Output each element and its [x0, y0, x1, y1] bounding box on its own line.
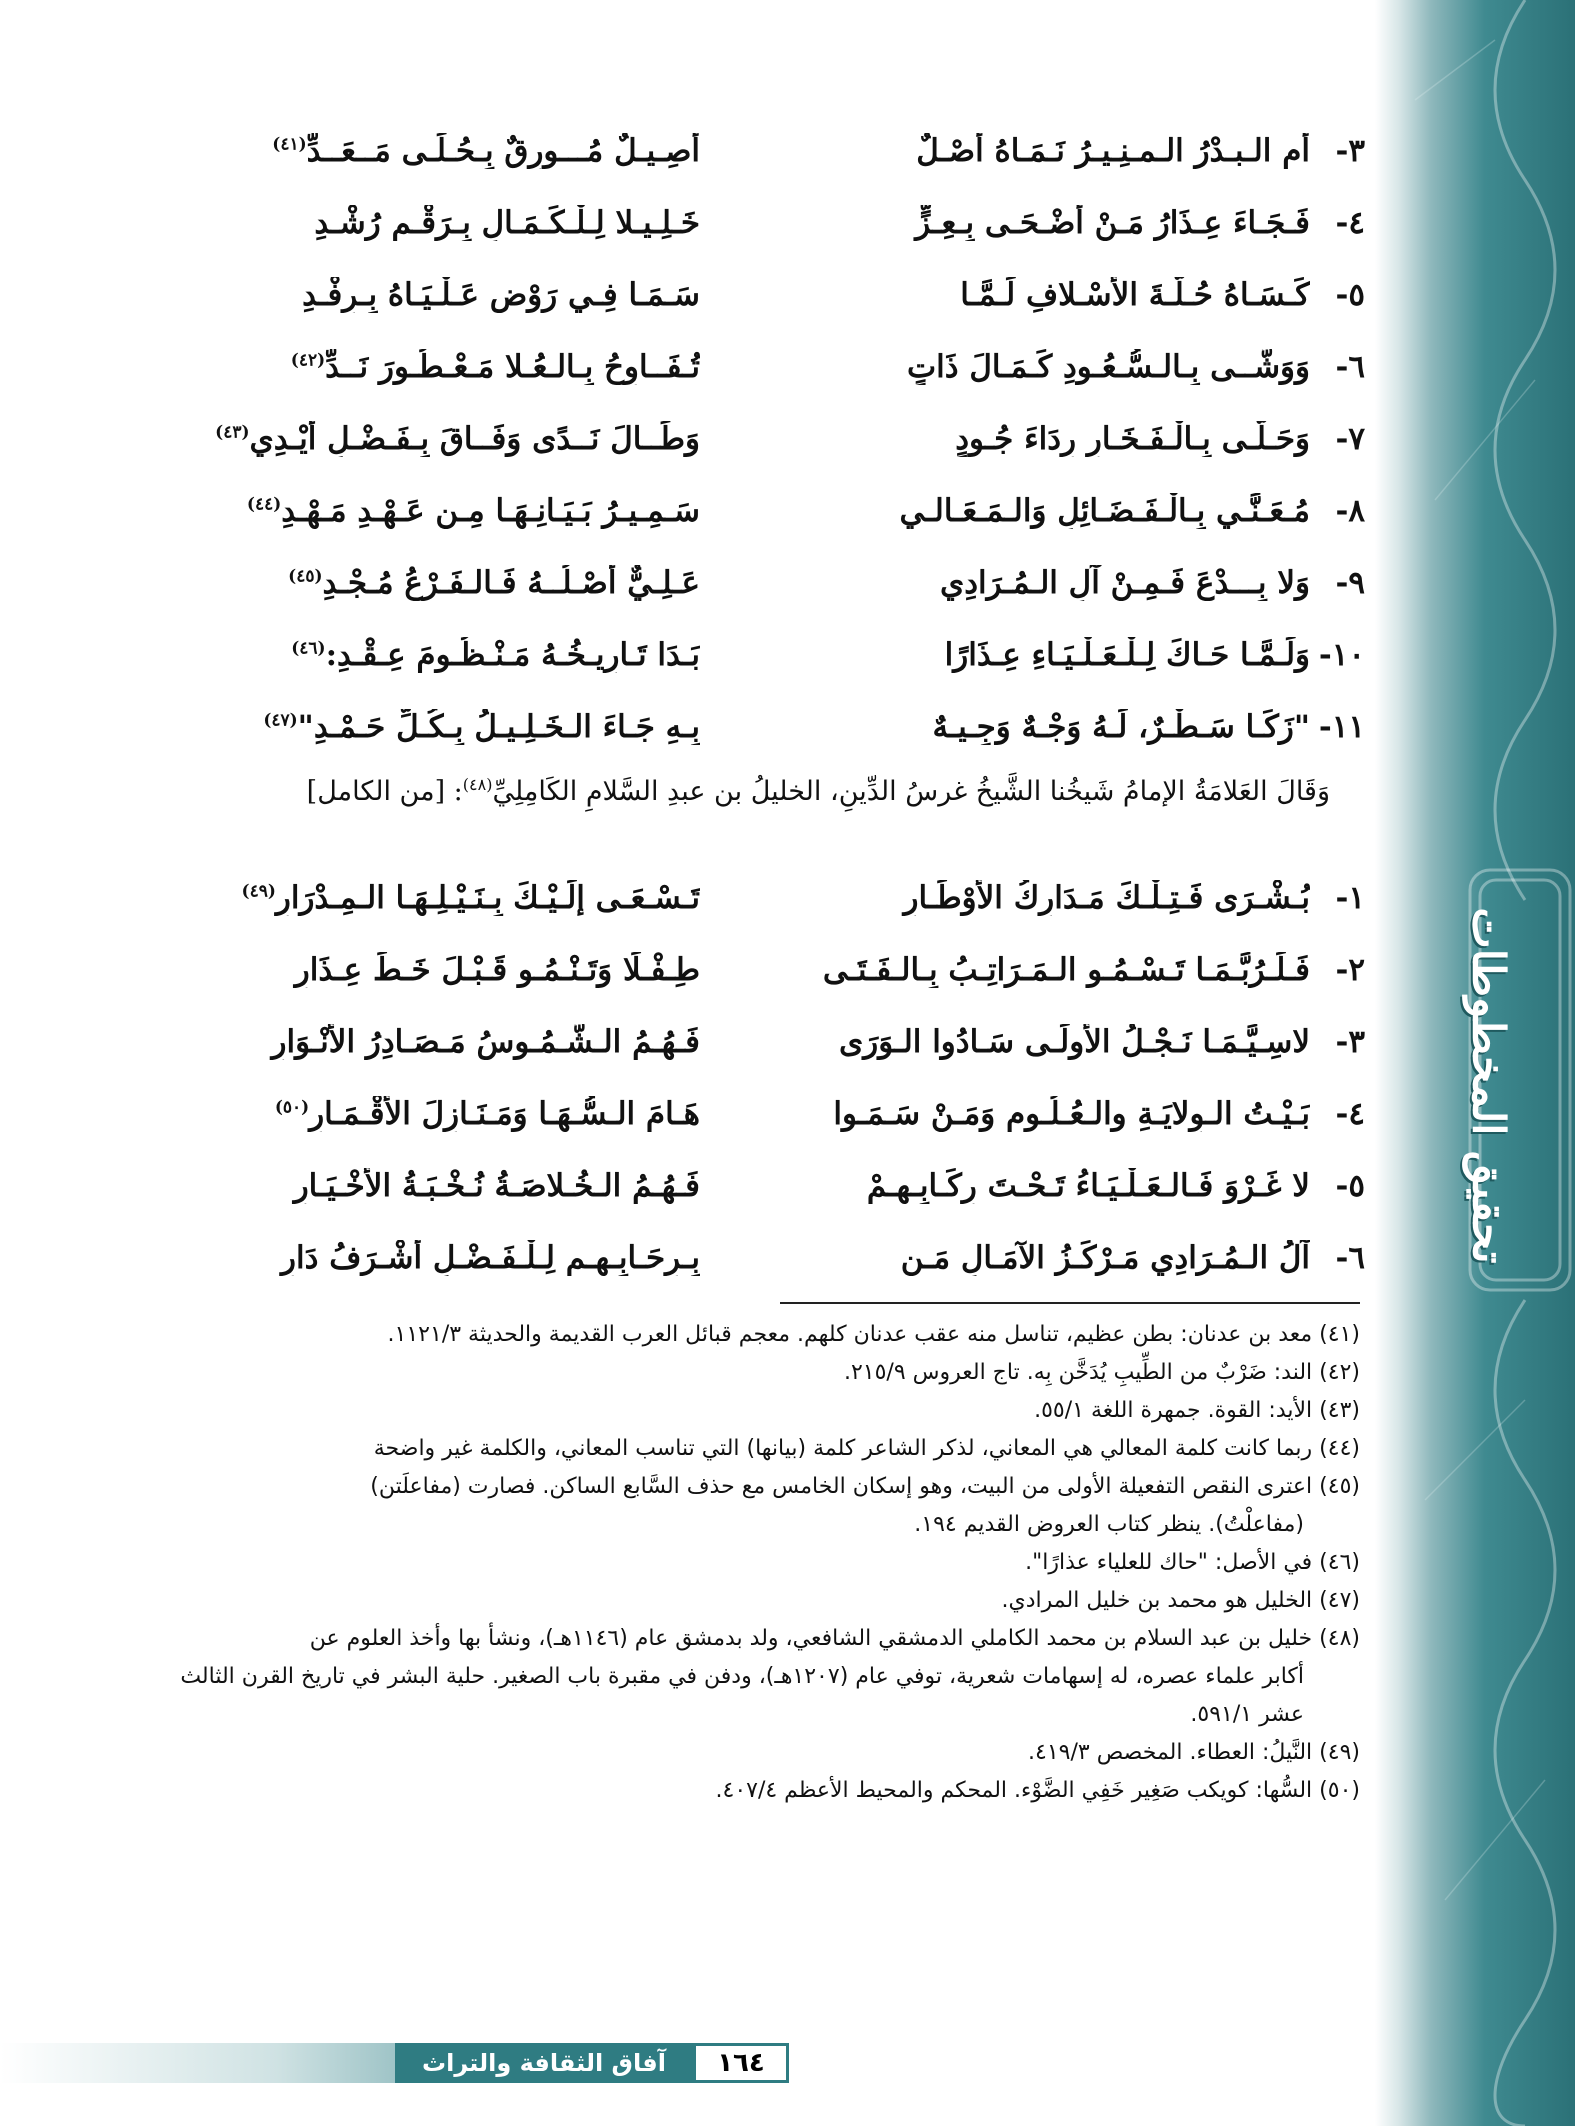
verse-second-hemistich: [150, 1168, 700, 1204]
verse-second-hemistich: [150, 565, 700, 601]
verse-number: ٦-: [1335, 349, 1365, 385]
verse-number: ٣-: [1335, 1024, 1365, 1060]
footnote-ref[interactable]: (٤٧): [263, 710, 298, 731]
verse-second-hemistich: [150, 421, 700, 457]
magazine-title: آفاق الثقافة والتراث: [395, 2043, 693, 2083]
footnote-text: الند: ضَرْبٌ من الطِّيبِ يُدَخَّن بِه. تاج العروس ٢١٥/٩.: [843, 1360, 1313, 1385]
verse-first-hemistich: مُـعَـنَّـي بِـالْـفَـضَـائِلِ وَالـمَـعَـالـي: [899, 493, 1310, 529]
footnote-continuation: أكابر علماء عصره، له إسهامات شعرية، توفي عام (١٢٠٧هـ)، ودفن في مقبرة باب الصغير. حلية البشر في تاريخ القرن الثالث عشر ٥٩١/١.: [180, 1664, 1304, 1727]
footnote-ref[interactable]: (٤٥): [288, 566, 323, 587]
verse-second-hemistich: [150, 205, 700, 241]
footnote-number: (٤١): [1319, 1322, 1360, 1347]
hemistich-text: بِـهِ جَـاءَ الـخَـلِـيـلُ بِـكُـلِّ حَـمْـدِ": [297, 709, 700, 745]
verse-second-hemistich: [150, 277, 700, 313]
footnote-number: (٤٦): [1319, 1550, 1360, 1575]
verse-number: ٢-: [1335, 952, 1365, 988]
footnote-number: (٤٢): [1319, 1360, 1360, 1385]
footnote-ref[interactable]: (٤٢): [290, 350, 326, 371]
hemistich-text: أَصِـيـلٌ مُـــورِقٌ بِـحُـلَـى مَــعَــدِّ: [306, 133, 700, 169]
footnotes: [180, 1316, 1360, 1810]
hemistich-text: بَـدَا تَـارِيـخُـهُ مَـنْـظُـومَ عِـقْـدِ:: [325, 637, 700, 673]
footnote-number: (٤٥): [1319, 1474, 1360, 1499]
verse-number: ٦-: [1335, 1240, 1365, 1276]
footnote-number: (٤٩): [1319, 1740, 1360, 1765]
verse-first-hemistich: فَـجَـاءَ عِـذَارُ مَـنْ أَضْـحَـى بِـعِـزٍّ: [915, 205, 1310, 241]
footnote-text: خليل بن عبد السلام بن محمد الكاملي الدمشقي الشافعي، ولد بدمشق عام (١١٤٦هـ)، ونشأ بها وأخذ العلوم عن: [309, 1626, 1313, 1651]
hemistich-text: فَـهُـمُ الـخُـلاصَـةُ نُـخْـبَـةُ الأَخْـيَـارِ: [293, 1168, 700, 1204]
hemistich-text: عَـلِـيٌّ أَصْـلُــهُ فَـالـفَـرْعُ مُـجْـدِ: [322, 565, 700, 601]
verse-first-hemistich: وَحَـلَّـى بِـالْـفَـخَـارِ رِدَاءَ جُـودٍ: [955, 421, 1310, 457]
verse-first-hemistich: آلُ الـمُـرَادِي مَـرْكَـزُ الآمَـالِ مَـن: [900, 1240, 1310, 1276]
verse-line: [150, 1150, 1365, 1222]
verse-line: [150, 1222, 1365, 1294]
verse-second-hemistich: [150, 1024, 700, 1060]
footnote-text: اعترى النقص التفعيلة الأولى من البيت، وهو إسكان الخامس مع حذف السَّابع الساكن. فصارت (مفاعلَتن): [370, 1474, 1313, 1499]
verse-number: ٩-: [1335, 565, 1365, 601]
verse-second-hemistich: [150, 349, 700, 385]
verse-second-hemistich: [150, 637, 700, 673]
footnote-ref[interactable]: (٤٩): [241, 881, 276, 902]
verse-line: [150, 331, 1365, 403]
footnote-item: [180, 1354, 1360, 1392]
verse-first-hemistich: فَـلَـرُبَّـمَـا تَـسْـمُـو الـمَـرَاتِـبُ بِـالـفَـتَـى: [822, 952, 1310, 988]
verse-number: ٣-: [1335, 133, 1365, 169]
verse-first-hemistich: "زَكَـا سَـطْـرٌ، لَـهُ وَجْـهٌ وَجِـيـهٌ: [932, 709, 1310, 745]
verse-line: [150, 862, 1365, 934]
footnote-item: [180, 1544, 1360, 1582]
verse-number: ٥-: [1335, 277, 1365, 313]
footnote-number: (٤٨): [1319, 1626, 1360, 1651]
hemistich-text: تَـسْـعَـى إِلَـيْـكَ بِـنَـيْـلِـهَـا الـمِـدْرَارِ: [275, 880, 700, 916]
poem-1-verses: [150, 115, 1365, 763]
verse-line: [150, 1078, 1365, 1150]
verse-number: ٨-: [1335, 493, 1365, 529]
hemistich-text: وَطَــالَ نَــدًى وَفَــاقَ بِـفَـضْـلِ أَيْـدِي: [249, 421, 700, 457]
verse-line: [150, 691, 1365, 763]
page-footer: [395, 2043, 789, 2083]
footnote-text: معد بن عدنان: بطن عظيم، تناسل منه عقب عدنان كلهم. معجم قبائل العرب القديمة والحديثة ١١٢١/٣.: [387, 1322, 1313, 1347]
verse-number: ٤-: [1335, 205, 1365, 241]
verse-number: ٧-: [1335, 421, 1365, 457]
verse-second-hemistich: [150, 1096, 700, 1132]
footnote-ref[interactable]: (٤٤): [246, 494, 282, 515]
footnote-ref[interactable]: (٤١): [272, 134, 307, 155]
hemistich-text: تُـفَــاوِحُ بِـالـعُـلا مَـعْـطُـورَ نَــدِّ: [325, 349, 700, 385]
poem-2-introduction: وَقَالَ العَلامَةُ الإمامُ شَيخُنا الشَّيخُ غرسُ الدِّينِ، الخليلُ بن عبدِ السَّلامِ الكَامِلِيِّ$^{(٤٨)}$: [من الكامل]: [306, 775, 1330, 807]
hemistich-text: بِـرِحَـابِـهِـم لِـلْـفَـضْـلِ أَشْـرَفُ دَارِ: [281, 1240, 700, 1276]
hemistich-text: طِـفْـلًا وَتَـنْـمُـو قَـبْـلَ خَـطِّ عِـذَارِ: [294, 952, 700, 988]
hemistich-text: سَـمَـا فِـي رَوْضِ عَـلْـيَـاهُ بِـرِفْـدِ: [302, 277, 700, 313]
footnote-number: (٤٧): [1319, 1588, 1360, 1613]
verse-second-hemistich: [150, 709, 700, 745]
footnote-ref[interactable]: (٤٣): [215, 422, 250, 443]
footnote-item: [180, 1430, 1360, 1468]
footnote-item: [180, 1582, 1360, 1620]
verse-number: ٥-: [1335, 1168, 1365, 1204]
footnote-ref[interactable]: (٤٦): [291, 638, 326, 659]
verse-first-hemistich: بَـيْـتُ الـوِلايَـةِ والـعُـلُـومِ وَمَـنْ سَـمَـوا: [833, 1096, 1310, 1132]
footnote-text: الخليل هو محمد بن خليل المرادي.: [1001, 1588, 1313, 1613]
verse-first-hemistich: لا غَـرْوَ فَـالـعَـلْـيَـاءُ تَـحْـتَ رِكَـابِـهِـمْ: [866, 1168, 1310, 1204]
footer-fade-bar: [0, 2043, 395, 2083]
verse-line: [150, 1006, 1365, 1078]
footnote-item: [180, 1468, 1360, 1544]
footnote-text: ربما كانت كلمة المعالي هي المعاني، لذكر الشاعر كلمة (بيانها) التي تناسب المعاني، والكلمة غير واضحة: [373, 1436, 1313, 1461]
footnote-item: [180, 1620, 1360, 1734]
verse-number: ١٠-: [1318, 637, 1365, 673]
footnote-divider: [780, 1302, 1360, 1304]
hemistich-text: سَـمِـيـرُ بَـيَـانِـهَـا مِـن عَـهْـدِ مَـهْـدِ: [281, 493, 700, 529]
verse-second-hemistich: [150, 1240, 700, 1276]
page-number: ١٦٤: [693, 2043, 789, 2083]
side-section-title: تحقيق المخطوطات: [1462, 906, 1514, 1264]
verse-second-hemistich: [150, 133, 700, 169]
hemistich-text: خَـلِـيـلا لِـلْـكَـمَـالِ بِـرَقْـمِ رُشْـدِ: [314, 205, 700, 241]
verse-first-hemistich: بُـشْـرَى فَـتِـلْـكَ مَـدَارِكُ الأَوْطَـارِ: [903, 880, 1310, 916]
footnote-number: (٤٤): [1319, 1436, 1360, 1461]
footnote-item: [180, 1772, 1360, 1810]
verse-line: [150, 934, 1365, 1006]
hemistich-text: هَـامَ الـسُّـهَـا وَمَـنَـازِلَ الأَقْـمَـارِ: [309, 1096, 700, 1132]
verse-line: [150, 187, 1365, 259]
footnote-text: في الأصل: "حاك للعلياء عذارًا".: [1025, 1550, 1313, 1575]
verse-line: [150, 259, 1365, 331]
footnote-text: الأيد: القوة. جمهرة اللغة ٥٥/١.: [1034, 1398, 1313, 1423]
verse-second-hemistich: [150, 493, 700, 529]
verse-line: [150, 619, 1365, 691]
verse-line: [150, 115, 1365, 187]
footnote-item: [180, 1392, 1360, 1430]
verse-number: ١١-: [1318, 709, 1365, 745]
verse-number: ٤-: [1335, 1096, 1365, 1132]
verse-number: ١-: [1335, 880, 1365, 916]
decorative-side-band: [1375, 0, 1575, 2126]
verse-line: [150, 547, 1365, 619]
footnote-text: النَّيلُ: العطاء. المخصص ٤١٩/٣.: [1028, 1740, 1313, 1765]
footnote-item: [180, 1734, 1360, 1772]
hemistich-text: فَـهُـمُ الـشُّـمُـوسُ مَـصَـادِرُ الأَنْـوَارِ: [271, 1024, 700, 1060]
verse-first-hemistich: لاسِـيَّـمَـا نَـجْـلُ الأُولَـى سَـادُوا الـوَرَى: [839, 1024, 1310, 1060]
verse-second-hemistich: [150, 952, 700, 988]
footnote-item: [180, 1316, 1360, 1354]
verse-first-hemistich: وَلا بِـــدْعَ فَـمِـنْ آلِ الـمُـرَادِي: [939, 565, 1310, 601]
footnote-text: السُّها: كويكب صَغِير خَفِي الضَّوْء. المحكم والمحيط الأعظم ٤٠٧/٤.: [715, 1778, 1313, 1803]
footnote-continuation: (مفاعلْتُ). ينظر كتاب العروض القديم ١٩٤.: [914, 1512, 1304, 1537]
footnote-number: (٥٠): [1319, 1778, 1360, 1803]
poem-2-verses: [150, 862, 1365, 1294]
verse-first-hemistich: وَوَشَّــى بِـالـسُّـعُـودِ كَـمَـالَ ذَاتٍ: [907, 349, 1310, 385]
verse-line: [150, 475, 1365, 547]
footnote-ref[interactable]: (٥٠): [274, 1097, 310, 1118]
verse-first-hemistich: كَـسَـاهُ حُـلَّـةَ الأَسْـلافِ لَـمَّـا: [960, 277, 1310, 313]
verse-first-hemistich: أمِ الـبـدْرُ الـمـنِـيـرُ نَـمَـاهُ أَصْـلٌ: [916, 133, 1310, 169]
verse-line: [150, 403, 1365, 475]
footnote-number: (٤٣): [1319, 1398, 1360, 1423]
verse-second-hemistich: [150, 880, 700, 916]
verse-first-hemistich: وَلَـمَّـا حَـاكَ لِـلْـعَـلْـيَـاءِ عِـذَارًا: [944, 637, 1310, 673]
